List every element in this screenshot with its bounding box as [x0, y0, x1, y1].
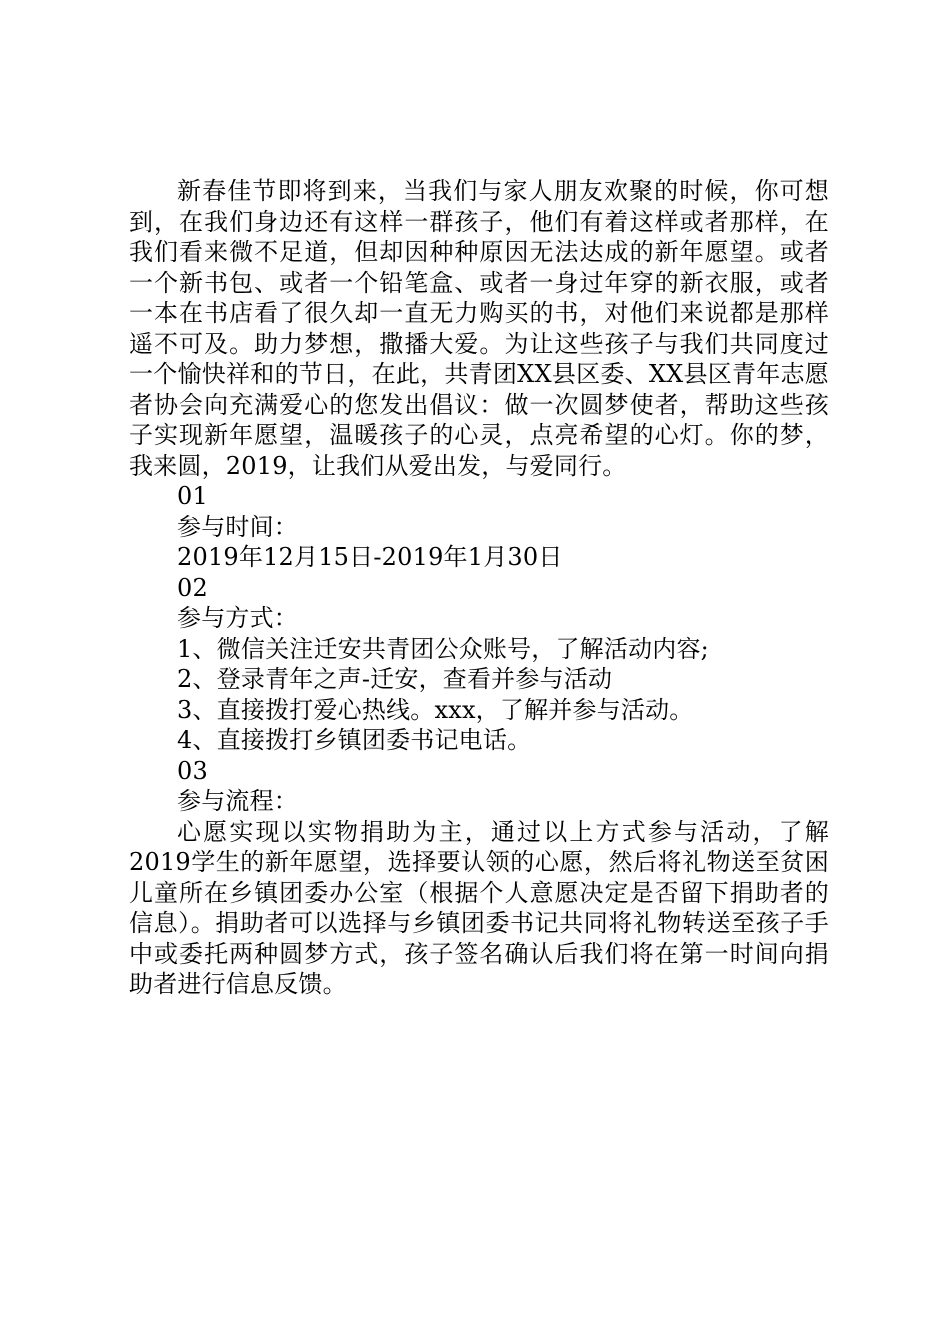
- section-3-heading: 参与流程：: [177, 787, 298, 815]
- list-item: 4、直接拨打乡镇团委书记电话。: [177, 726, 532, 754]
- list-item: 2、登录青年之声-迁安，查看并参与活动: [177, 665, 613, 693]
- list-item: 1、微信关注迁安共青团公众账号，了解活动内容;: [177, 634, 709, 663]
- document-body: [129, 176, 829, 1000]
- section-1-date-range: 2019年12月15日-2019年1月30日: [177, 543, 563, 571]
- intro-paragraph: 新春佳节即将到来，当我们与家人朋友欢聚的时候，你可想到，在我们身边还有这样一群孩子，他们有着这样或者那样，在我们看来微不足道，但却因种种原因无法达成的新年愿望。或者一个新书包、或者一个铅笔盒、或者一身过年穿的新衣服，或者一本在书店看了很久却一直无力购买的书，对他们来说都是那样遥不可及。助力梦想，撒播大爱。为让这些孩子与我们共同度过一个愉快祥和的节日，在此，共青团XX县区委、XX县区青年志愿者协会向充满爱心的您发出倡议：做一次圆梦使者，帮助这些孩子实现新年愿望，温暖孩子的心灵，点亮希望的心灯。你的梦，我来圆，2019，让我们从爱出发，与爱同行。: [129, 177, 829, 480]
- list-item: 3、直接拨打爱心热线。xxx，了解并参与活动。: [177, 695, 694, 724]
- section-2-number: 02: [177, 573, 208, 602]
- section-2-heading: 参与方式：: [177, 604, 298, 632]
- section-1-number: 01: [177, 482, 208, 510]
- section-3-number: 03: [177, 756, 208, 785]
- section-1-heading: 参与时间：: [177, 512, 298, 541]
- section-3-paragraph: 心愿实现以实物捐助为主，通过以上方式参与活动，了解2019学生的新年愿望，选择要认领的心愿，然后将礼物送至贫困儿童所在乡镇团委办公室（根据个人意愿决定是否留下捐助者的信息）。捐助者可以选择与乡镇团委书记共同将礼物转送至孩子手中或委托两种圆梦方式，孩子签名确认后我们将在第一时间向捐助者进行信息反馈。: [129, 817, 829, 998]
